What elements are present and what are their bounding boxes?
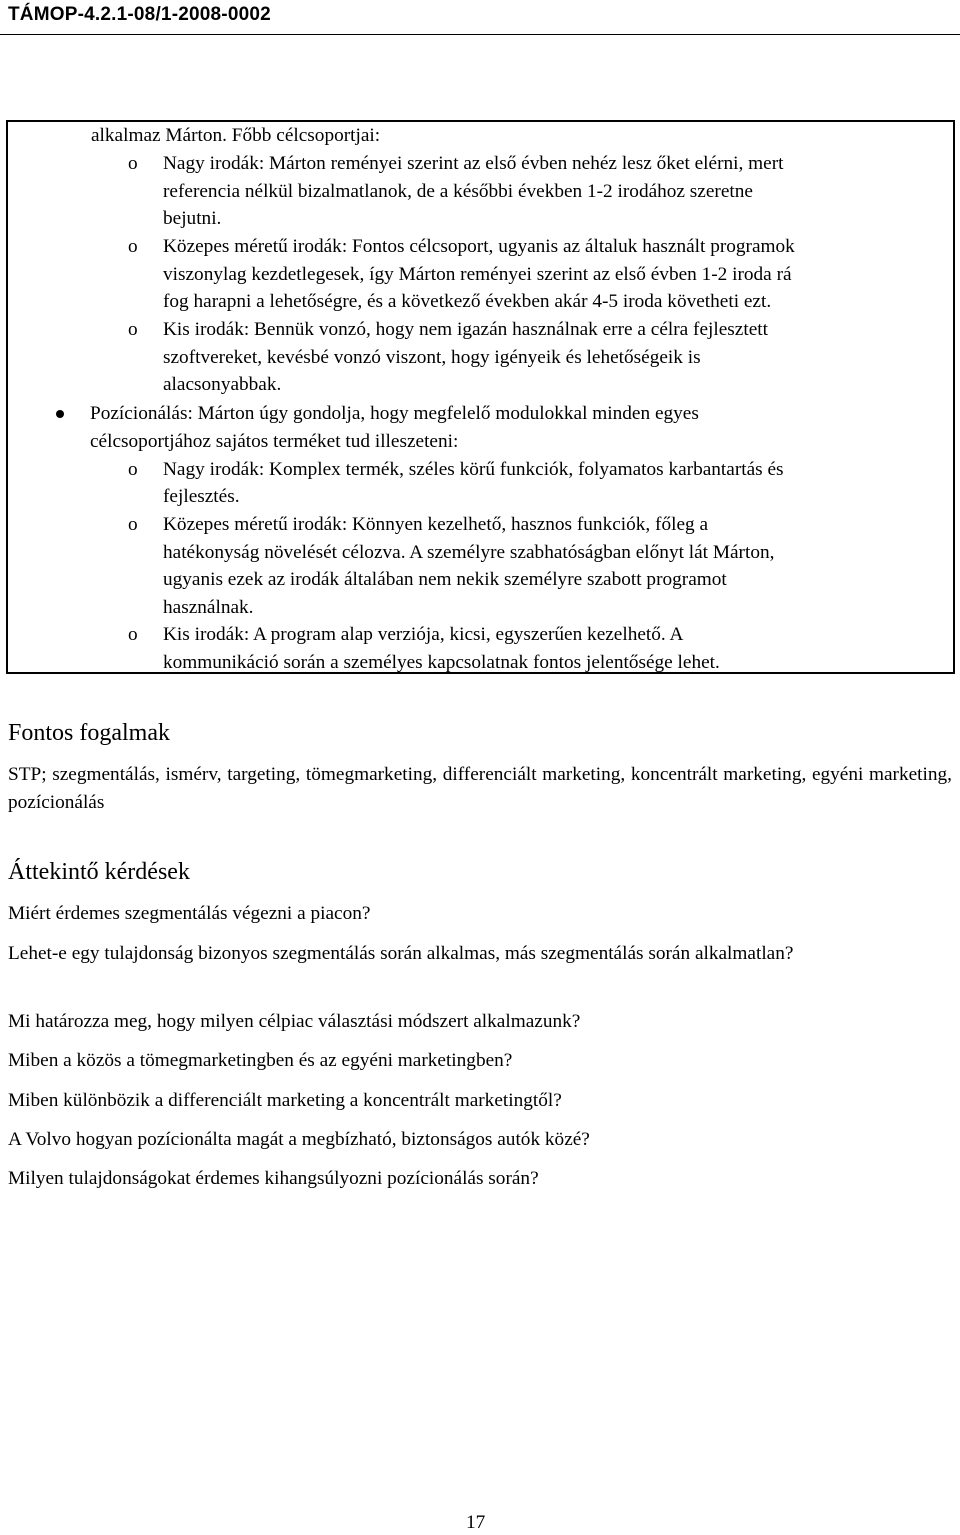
- target-small-line-2: szoftvereket, kevésbé vonzó viszont, hogy igényeik és lehetőségeik is: [163, 347, 701, 368]
- pos-medium-line-4: használnak.: [163, 597, 254, 618]
- pos-small-line-2: kommunikáció során a személyes kapcsolatnak fontos jelentősége lehet.: [163, 652, 720, 673]
- pos-medium-line-1: Közepes méretű irodák: Könnyen kezelhető, hasznos funkciók, főleg a: [163, 514, 709, 535]
- target-small-line-1: Kis irodák: Bennük vonzó, hogy nem igazán használnak erre a célra fejlesztett: [163, 319, 768, 340]
- concepts-text: STP; szegmentálás, ismérv, targeting, tömegmarketing, differenciált marketing, koncentrált marketing, egyéni marketing, pozícionálás: [8, 764, 952, 813]
- sub-bullet-marker: o: [128, 236, 138, 257]
- concepts-heading: Fontos fogalmak: [8, 720, 170, 746]
- question-3: Mi határozza meg, hogy milyen célpiac választási módszert alkalmazunk?: [8, 1011, 581, 1032]
- target-medium-line-3: fog harapni a lehetőségre, és a következő években akár 4-5 iroda követheti ezt.: [163, 291, 772, 312]
- question-5: Miben különbözik a differenciált marketing a koncentrált marketingtől?: [8, 1090, 562, 1111]
- question-4: Miben a közös a tömegmarketingben és az egyéni marketingben?: [8, 1050, 513, 1071]
- question-1: Miért érdemes szegmentálás végezni a piacon?: [8, 903, 371, 924]
- box-intro: alkalmaz Márton. Főbb célcsoportjai:: [91, 125, 381, 146]
- pos-large-line-2: fejlesztés.: [163, 486, 240, 507]
- sub-bullet-marker: o: [128, 459, 138, 480]
- pos-medium-line-2: hatékonyság növelését célozva. A személyre szabhatóságban előnyt lát Márton,: [163, 542, 775, 563]
- sub-bullet-marker: o: [128, 514, 138, 535]
- header-rule: [0, 34, 960, 35]
- positioning-line-2: célcsoportjához sajátos terméket tud illeszeteni:: [90, 431, 459, 452]
- bullet-dot: [56, 410, 64, 418]
- target-large-line-2: referencia nélkül bizalmatlanok, de a későbbi években 1-2 irodához szeretne: [163, 181, 753, 202]
- pos-large-line-1: Nagy irodák: Komplex termék, széles körű funkciók, folyamatos karbantartás és: [163, 459, 784, 480]
- review-heading: Áttekintő kérdések: [8, 859, 190, 885]
- target-large-line-1: Nagy irodák: Márton reményei szerint az első évben nehéz lesz őket elérni, mert: [163, 153, 784, 174]
- question-7: Milyen tulajdonságokat érdemes kihangsúlyozni pozícionálás során?: [8, 1168, 539, 1189]
- target-large-line-3: bejutni.: [163, 208, 222, 229]
- target-medium-line-2: viszonylag kezdetlegesek, így Márton reményei szerint az első évben 1-2 iroda rá: [163, 264, 792, 285]
- sub-bullet-marker: o: [128, 319, 138, 340]
- pos-small-line-1: Kis irodák: A program alap verziója, kicsi, egyszerűen kezelhető. A: [163, 624, 684, 645]
- target-medium-line-1: Közepes méretű irodák: Fontos célcsoport, ugyanis az általuk használt programok: [163, 236, 795, 257]
- question-6: A Volvo hogyan pozícionálta magát a megbízható, biztonságos autók közé?: [8, 1129, 590, 1150]
- sub-bullet-marker: o: [128, 624, 138, 645]
- sub-bullet-marker: o: [128, 153, 138, 174]
- question-2: Lehet-e egy tulajdonság bizonyos szegmentálás során alkalmas, más szegmentálás során alkalmatlan?: [8, 943, 794, 964]
- page-number: 17: [466, 1512, 486, 1533]
- document-header: TÁMOP-4.2.1-08/1-2008-0002: [8, 4, 271, 25]
- pos-medium-line-3: ugyanis ezek az irodák általában nem nekik személyre szabott programot: [163, 569, 727, 590]
- target-small-line-3: alacsonyabbak.: [163, 374, 282, 395]
- positioning-line-1: Pozícionálás: Márton úgy gondolja, hogy megfelelő modulokkal minden egyes: [90, 403, 699, 424]
